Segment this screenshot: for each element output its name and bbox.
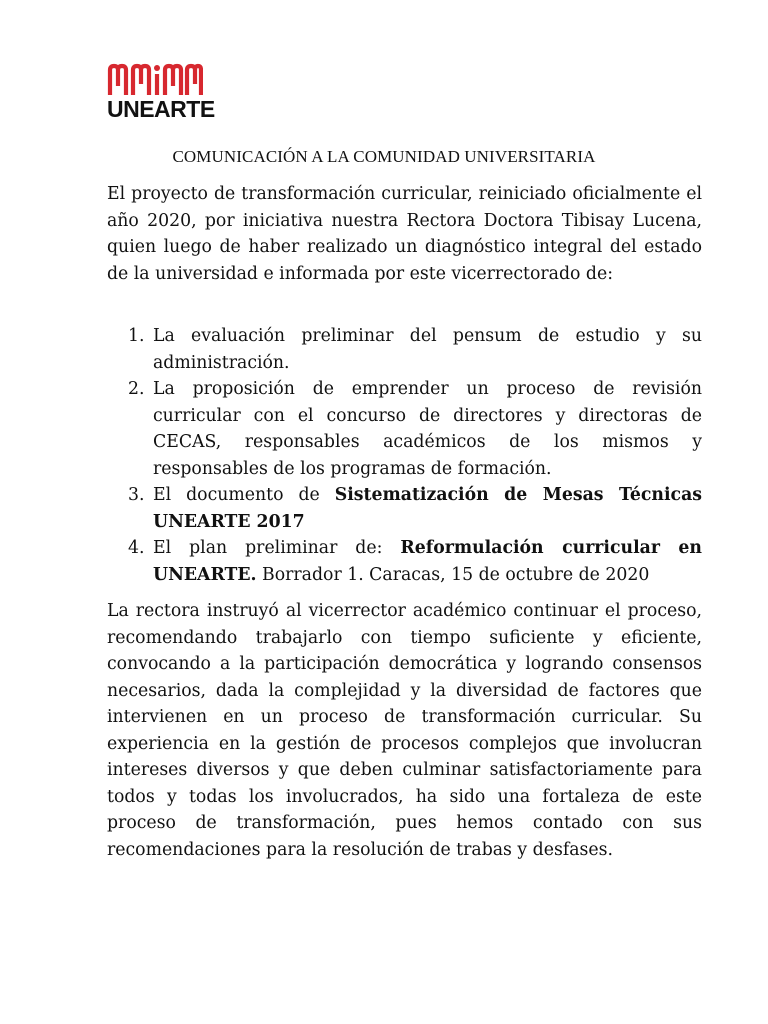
logo-mark-icon [107,62,203,96]
intro-paragraph: El proyecto de transformación curricular, reiniciado oficialmente el año 2020, por iniciativa nuestra Rectora Doctora Tibisay Lucena, quien luego de haber realizado un diagnóstico integral del estado de la universidad e informada por este vicerrectorado de: [107,184,702,284]
list-item-prefix: El plan preliminar de: [153,538,401,558]
list-item [107,376,702,482]
list-item-bold: Sistematización de Mesas Técnicas UNEARTE 2017 [153,485,702,532]
list-item-text: La evaluación preliminar del pensum de estudio y su administración. [153,326,702,373]
list-number: 4. [128,538,145,558]
numbered-list [107,323,702,588]
list-item-prefix: El documento de [153,485,335,505]
list-item-bold: Reformulación curricular en UNEARTE. [153,538,702,585]
list-item-text: La proposición de emprender un proceso de revisión curricular con el concurso de directores y directoras de CECAS, responsables académicos de los mismos y responsables de los programas de formación. [153,379,702,479]
closing-paragraph: La rectora instruyó al vicerrector académico continuar el proceso, recomendando trabajarlo con tiempo suficiente y eficiente, convocando a la participación democrática y logrando consensos necesarios, dada la complejidad y la diversidad de factores que intervienen en un proceso de transformación curricular. Su experiencia en la gestión de procesos complejos que involucran intereses diversos y que deben culminar satisfactoriamente para todos y todas los involucrados, ha sido una fortaleza de este proceso de transformación, pues hemos contado con sus recomendaciones para la resolución de trabas y desfases. [107,601,702,860]
unearte-logo [107,62,215,122]
list-number: 1. [128,326,145,346]
logo-text: UNEARTE [107,96,215,122]
list-number: 2. [128,379,145,399]
list-item [107,535,702,588]
list-number: 3. [128,485,145,505]
list-item [107,482,702,535]
page-title: COMUNICACIÓN A LA COMUNIDAD UNIVERSITARIA [172,147,596,166]
list-item-suffix: Borrador 1. Caracas, 15 de octubre de 2020 [256,564,650,585]
list-item [107,323,702,376]
